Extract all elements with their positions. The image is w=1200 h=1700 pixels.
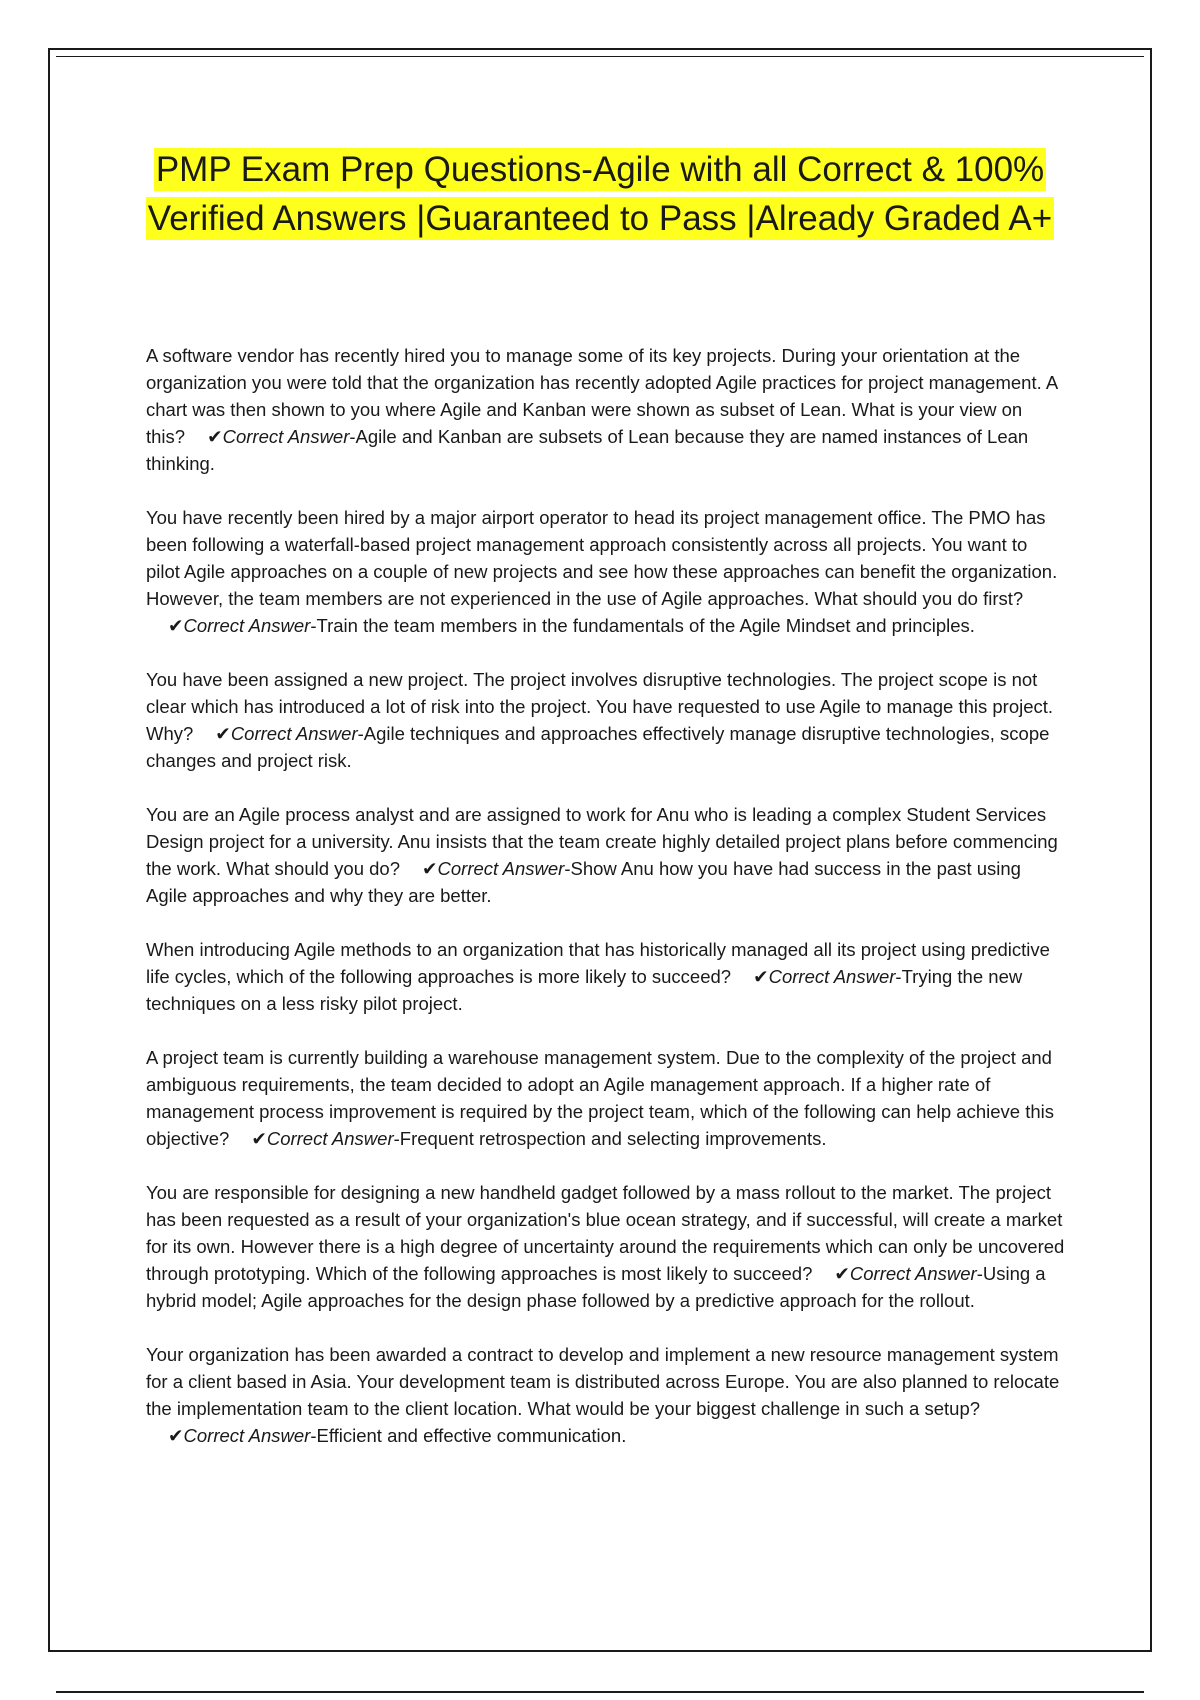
answer-label: Correct Answer	[183, 615, 311, 636]
title-block	[100, 145, 1100, 243]
check-mark-icon: ✔	[168, 1425, 184, 1446]
answer-text: -Trying the new techniques on a less risky pilot project.	[146, 966, 1023, 1014]
answer-marker	[215, 723, 357, 744]
answer-marker	[251, 1128, 393, 1149]
question-text: Your organization has been awarded a contract to develop and implement a new resource management system for a client based in Asia. Your development team is distributed across Europe. You are also planned to relocate the implementation team to the client location. What would be your biggest challenge in such a setup?	[146, 1344, 1060, 1419]
question-list	[146, 342, 1066, 1476]
question-text: You are responsible for designing a new handheld gadget followed by a mass rollout to the market. The project has been requested as a result of your organization's blue ocean strategy, and if successful, will create a market for its own. However there is a high degree of uncertainty around the requirements which can only be uncovered through prototyping. Which of the following approaches is most likely to succeed?	[146, 1182, 1065, 1284]
answer-text: -Using a hybrid model; Agile approaches for the design phase followed by a predictive approach for the rollout.	[146, 1263, 1046, 1311]
question-text: You have been assigned a new project. The project involves disruptive technologies. The project scope is not clear which has introduced a lot of risk into the project. You have requested to use Agile to manage this project. Why?	[146, 669, 1054, 744]
answer-text: -Train the team members in the fundamentals of the Agile Mindset and principles.	[310, 615, 975, 636]
check-mark-icon: ✔	[834, 1263, 850, 1284]
answer-marker	[168, 615, 310, 636]
qa-item	[146, 1044, 1066, 1152]
answer-marker	[422, 858, 564, 879]
answer-text: -Show Anu how you have had success in the past using Agile approaches and why they are better.	[146, 858, 1021, 906]
answer-label: Correct Answer	[437, 858, 565, 879]
qa-item	[146, 936, 1066, 1017]
question-text: A software vendor has recently hired you to manage some of its key projects. During your orientation at the organization you were told that the organization has recently adopted Agile practices for project management. A chart was then shown to you where Agile and Kanban were shown as subset of Lean. What is your view on this?	[146, 345, 1058, 447]
check-mark-icon: ✔	[168, 615, 184, 636]
qa-item	[146, 1341, 1066, 1449]
qa-item	[146, 342, 1066, 477]
check-mark-icon: ✔	[215, 723, 231, 744]
answer-marker	[168, 1425, 310, 1446]
qa-item	[146, 801, 1066, 909]
answer-label: Correct Answer	[768, 966, 896, 987]
question-text: When introducing Agile methods to an organization that has historically managed all its project using predictive life cycles, which of the following approaches is more likely to succeed?	[146, 939, 1050, 987]
check-mark-icon: ✔	[251, 1128, 267, 1149]
answer-marker	[207, 426, 349, 447]
answer-label: Correct Answer	[230, 723, 358, 744]
answer-label: Correct Answer	[183, 1425, 311, 1446]
answer-label: Correct Answer	[849, 1263, 977, 1284]
answer-label: Correct Answer	[266, 1128, 394, 1149]
document-title: PMP Exam Prep Questions-Agile with all Correct & 100% Verified Answers |Guaranteed to Pass |Already Graded A+	[147, 150, 1053, 238]
check-mark-icon: ✔	[753, 966, 769, 987]
answer-text: -Agile and Kanban are subsets of Lean because they are named instances of Lean thinking.	[146, 426, 1029, 474]
question-text: You are an Agile process analyst and are assigned to work for Anu who is leading a complex Student Services Design project for a university. Anu insists that the team create highly detailed project plans before commencing the work. What should you do?	[146, 804, 1058, 879]
qa-item	[146, 666, 1066, 774]
footer-rule	[56, 1691, 1144, 1693]
answer-label: Correct Answer	[222, 426, 350, 447]
answer-text: -Efficient and effective communication.	[310, 1425, 627, 1446]
answer-text: -Frequent retrospection and selecting improvements.	[393, 1128, 827, 1149]
qa-item	[146, 1179, 1066, 1314]
question-text: You have recently been hired by a major airport operator to head its project management office. The PMO has been following a waterfall-based project management approach consistently across all projects. You want to pilot Agile approaches on a couple of new projects and see how these approaches can benefit the organization. However, the team members are not experienced in the use of Agile approaches. What should you do first?	[146, 507, 1058, 609]
answer-marker	[753, 966, 895, 987]
question-text: A project team is currently building a warehouse management system. Due to the complexity of the project and ambiguous requirements, the team decided to adopt an Agile management approach. If a higher rate of management process improvement is required by the project team, which of the following can help achieve this objective?	[146, 1047, 1054, 1149]
answer-marker	[834, 1263, 976, 1284]
answer-text: -Agile techniques and approaches effectively manage disruptive technologies, scope changes and project risk.	[146, 723, 1050, 771]
qa-item	[146, 504, 1066, 639]
page-top-rule	[56, 56, 1144, 57]
check-mark-icon: ✔	[207, 426, 223, 447]
check-mark-icon: ✔	[422, 858, 438, 879]
